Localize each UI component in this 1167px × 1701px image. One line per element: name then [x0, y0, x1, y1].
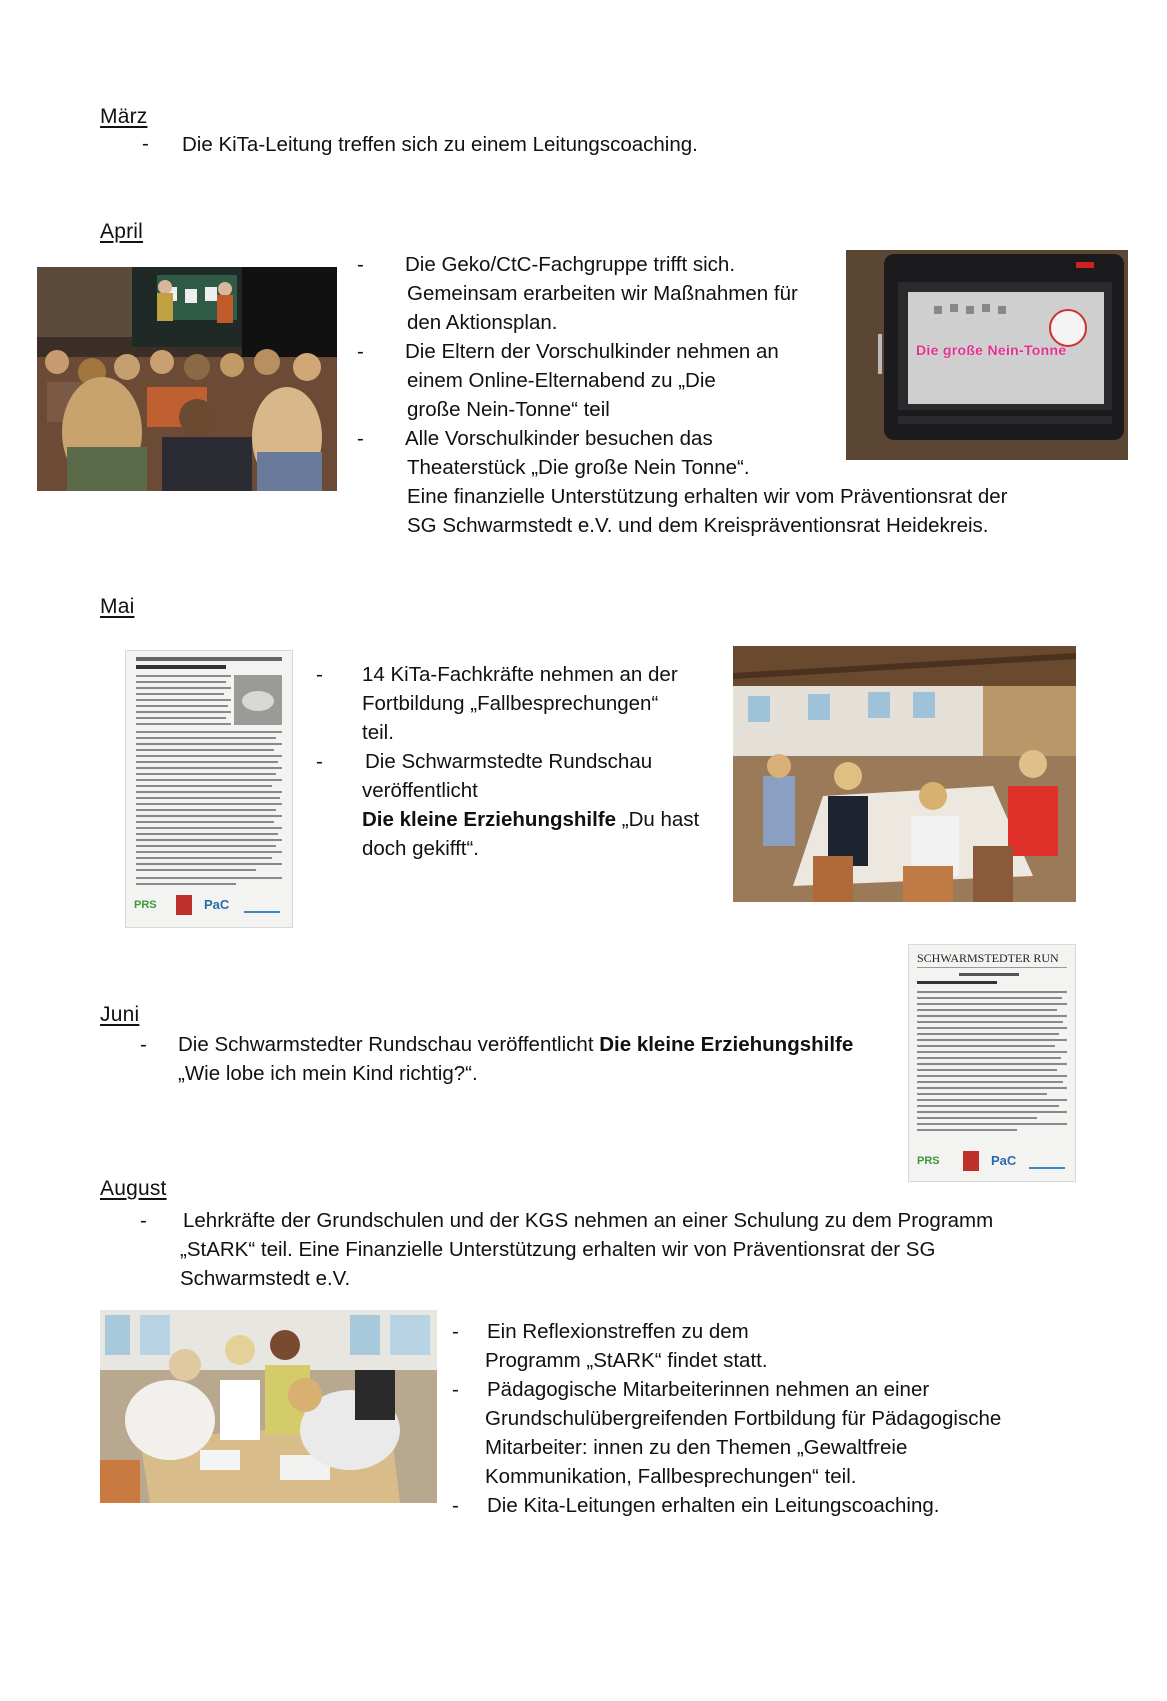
shield-icon — [176, 895, 192, 915]
juni-item-line — [178, 1030, 853, 1059]
august-item-3-line: Mitarbeiter: innen zu den Themen „Gewaltfreie — [485, 1436, 908, 1459]
tablet-photo — [846, 250, 1128, 460]
august-item-2-line: Ein Reflexionstreffen zu dem — [487, 1320, 749, 1343]
april-item-3-line: Alle Vorschulkinder besuchen das — [405, 427, 713, 450]
prs-logo: PRS — [134, 899, 157, 911]
newspaper-text-image — [126, 651, 292, 927]
bullet-dash: - — [357, 340, 364, 363]
april-item-3-line: Theaterstück „Die große Nein Tonne“. — [407, 456, 750, 479]
august-item-4-line: Die Kita-Leitungen erhalten ein Leitungscoaching. — [487, 1494, 940, 1517]
mai-item-1-line: teil. — [362, 721, 394, 744]
section-heading-mai: Mai — [100, 595, 135, 618]
bullet-dash: - — [140, 1209, 147, 1232]
newspaper-clipping — [125, 650, 293, 928]
bold-title: Die kleine Erziehungshilfe — [599, 1033, 854, 1056]
mai-item-1-line: Fortbildung „Fallbesprechungen“ — [362, 692, 659, 715]
bullet-dash: - — [452, 1320, 459, 1343]
theater-photo-image — [37, 267, 337, 491]
section-heading-juni: Juni — [100, 1003, 140, 1026]
newspaper-clipping — [908, 944, 1076, 1182]
april-item-3-line: Eine finanzielle Unterstützung erhalten wir vom Präventionsrat der — [407, 485, 1008, 508]
clip-masthead: SCHWARMSTEDTER RUN — [917, 951, 1059, 965]
section-heading-august: August — [100, 1177, 167, 1200]
workshop-photo-image — [100, 1310, 437, 1503]
mai-item-2-line — [362, 805, 699, 834]
august-item-1-line: Lehrkräfte der Grundschulen und der KGS nehmen an einer Schulung zu dem Programm — [183, 1209, 994, 1232]
screen-title: Die große Nein-Tonne — [916, 342, 1067, 358]
section-heading-maerz: März — [100, 105, 148, 128]
pac-logo: PaC — [991, 1153, 1017, 1168]
august-item-1-line: Schwarmstedt e.V. — [180, 1267, 351, 1290]
april-item-1-line: den Aktionsplan. — [407, 311, 558, 334]
august-item-3-line: Pädagogische Mitarbeiterinnen nehmen an einer — [487, 1378, 930, 1401]
mai-item-2-line: Die Schwarmstedte Rundschau — [365, 750, 653, 773]
newspaper-text-image — [909, 945, 1075, 1181]
bullet-dash: - — [452, 1494, 459, 1517]
mai-item-2-line: doch gekifft“. — [362, 837, 479, 860]
april-item-2-line: große Nein-Tonne“ teil — [407, 398, 610, 421]
april-item-2-line: einem Online-Elternabend zu „Die — [407, 369, 716, 392]
april-item-2-line: Die Eltern der Vorschulkinder nehmen an — [405, 340, 779, 363]
section-heading-april: April — [100, 220, 144, 243]
theater-photo — [37, 267, 337, 491]
prs-logo: PRS — [917, 1155, 940, 1167]
august-item-1-line: „StARK“ teil. Eine Finanzielle Unterstützung erhalten wir von Präventionsrat der SG — [180, 1238, 936, 1261]
bold-title: Die kleine Erziehungshilfe — [362, 808, 617, 831]
pac-logo: PaC — [204, 897, 230, 912]
april-item-1-line: Gemeinsam erarbeiten wir Maßnahmen für — [407, 282, 798, 305]
bullet-dash: - — [357, 253, 364, 276]
people-icon — [244, 901, 280, 913]
august-item-3-line: Kommunikation, Fallbesprechungen“ teil. — [485, 1465, 857, 1488]
april-item-1-line: Die Geko/CtC-Fachgruppe trifft sich. — [405, 253, 736, 276]
mai-quote: „Du hast — [616, 808, 700, 831]
april-item-3-line: SG Schwarmstedt e.V. und dem Kreispräventionsrat Heidekreis. — [407, 514, 989, 537]
seminar-photo — [733, 646, 1076, 902]
august-item-2-line: Programm „StARK“ findet statt. — [485, 1349, 768, 1372]
bullet-dash: - — [357, 427, 364, 450]
bullet-dash: - — [142, 132, 149, 155]
bullet-dash: - — [140, 1033, 147, 1056]
juni-text: Die Schwarmstedter Rundschau veröffentlicht — [178, 1033, 600, 1056]
august-item-3-line: Grundschulübergreifenden Fortbildung für Pädagogische — [485, 1407, 1002, 1430]
people-icon — [1029, 1157, 1065, 1169]
bullet-dash: - — [316, 663, 323, 686]
juni-item-line: „Wie lobe ich mein Kind richtig?“. — [178, 1062, 478, 1085]
seminar-photo-image — [733, 646, 1076, 902]
bullet-dash: - — [452, 1378, 459, 1401]
shield-icon — [963, 1151, 979, 1171]
maerz-item: Die KiTa-Leitung treffen sich zu einem Leitungscoaching. — [182, 133, 698, 156]
workshop-photo — [100, 1310, 437, 1503]
mai-item-2-line: veröffentlicht — [362, 779, 478, 802]
mai-item-1-line: 14 KiTa-Fachkräfte nehmen an der — [362, 663, 678, 686]
bullet-dash: - — [316, 750, 323, 773]
